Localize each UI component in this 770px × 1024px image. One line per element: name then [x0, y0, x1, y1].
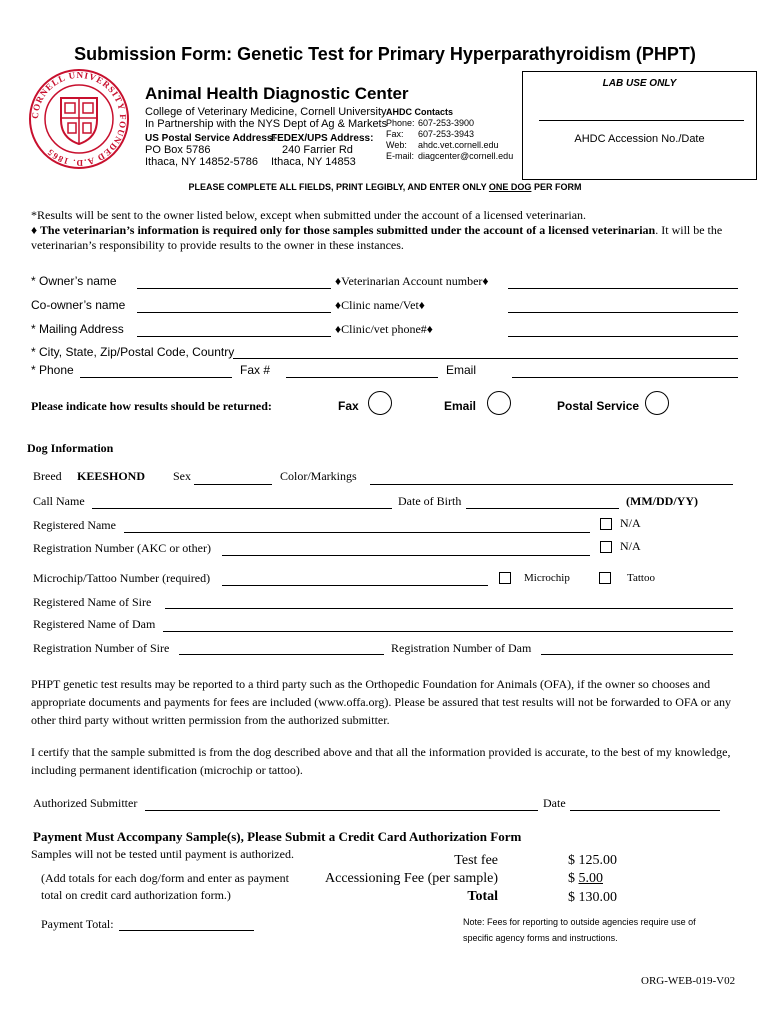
tattoo-label: Tattoo	[627, 572, 655, 584]
instruction-pre: PLEASE COMPLETE ALL FIELDS, PRINT LEGIBLY, AND ENTER ONLY	[188, 182, 489, 192]
instruction-line	[0, 182, 770, 192]
reg-name-na-label: N/A	[620, 516, 641, 530]
dog-info-heading: Dog Information	[27, 441, 114, 455]
reg-name-na-checkbox[interactable]	[600, 518, 612, 530]
date-label: Date	[543, 796, 566, 810]
cornell-seal-logo	[28, 68, 130, 170]
payment-heading: Payment Must Accompany Sample(s), Please Submit a Credit Card Authorization Form	[33, 829, 522, 844]
sire-name-label: Registered Name of Sire	[33, 595, 152, 609]
payment-total-label: Payment Total:	[41, 917, 114, 931]
payment-sub: Samples will not be tested until payment is authorized.	[31, 847, 294, 861]
email-label: E-mail:	[386, 151, 415, 161]
vet-account-field[interactable]	[508, 288, 738, 289]
instruction-ul: ONE DOG	[488, 182, 532, 192]
payment-total-field[interactable]	[119, 930, 254, 931]
postal-radio[interactable]	[645, 391, 669, 415]
test-fee-value: $ 125.00	[568, 853, 617, 868]
web-value: ahdc.vet.cornell.edu	[418, 140, 499, 150]
form-code: ORG-WEB-019-V02	[641, 975, 736, 987]
contacts-block	[386, 118, 513, 162]
city-label: * City, State, Zip/Postal Code, Country	[31, 345, 235, 359]
contact-fax	[386, 129, 513, 140]
web-label: Web:	[386, 140, 407, 150]
usps-line2: Ithaca, NY 14852-5786	[145, 156, 258, 168]
reg-number-field[interactable]	[222, 555, 590, 556]
sex-label: Sex	[173, 469, 191, 483]
usps-line1: PO Box 5786	[145, 144, 211, 156]
mailing-field[interactable]	[137, 336, 331, 337]
reg-number-na-checkbox[interactable]	[600, 541, 612, 553]
fax-label: Fax #	[240, 363, 271, 377]
call-name-label: Call Name	[33, 494, 85, 508]
email-field[interactable]	[512, 377, 738, 378]
phone-label: Phone:	[386, 118, 415, 128]
contact-email	[386, 151, 513, 162]
total-label: Total	[467, 889, 498, 904]
call-name-field[interactable]	[92, 508, 392, 509]
accession-label: AHDC Accession No./Date	[574, 133, 705, 145]
fedex-label: FEDEX/UPS Address:	[271, 133, 374, 144]
results-email-label: Email	[444, 399, 477, 413]
microchip-number-label: Microchip/Tattoo Number (required)	[33, 571, 211, 585]
sire-name-field[interactable]	[165, 608, 733, 609]
sire-number-label: Registration Number of Sire	[33, 641, 170, 655]
vet-phone-label: ♦Clinic/vet phone#♦	[335, 322, 433, 336]
authorized-label: Authorized Submitter	[33, 796, 138, 810]
results-fax-label: Fax	[338, 399, 359, 413]
partnership-line: In Partnership with the NYS Dept of Ag & Markets	[145, 118, 388, 130]
instruction-post: PER FORM	[531, 182, 582, 192]
breed-value[interactable]: KEESHOND	[77, 469, 146, 483]
fedex-line1: 240 Farrier Rd	[282, 144, 353, 156]
accession-line[interactable]	[539, 120, 744, 121]
phone-field[interactable]	[80, 377, 232, 378]
contact-web	[386, 140, 513, 151]
breed-label: Breed	[33, 469, 62, 483]
fax-label: Fax:	[386, 129, 404, 139]
lab-use-box	[522, 71, 757, 180]
coowner-label: Co-owner’s name	[31, 298, 126, 312]
certify-paragraph: I certify that the sample submitted is from the dog described above and that all the information provided is accurate, to the best of my knowledge, including permanent identification (microchip or tattoo).	[31, 745, 731, 777]
fee-note: Note: Fees for reporting to outside agencies require use of specific agency forms and instructions.	[463, 917, 696, 943]
accessioning-label: Accessioning Fee (per sample)	[325, 871, 498, 886]
owner-name-label: * Owner’s name	[31, 274, 117, 288]
coowner-field[interactable]	[137, 312, 331, 313]
accessioning-amount: 5.00	[578, 871, 603, 886]
note1: *Results will be sent to the owner listed below, except when submitted under the account of a licensed veterinarian.	[31, 208, 587, 222]
authorized-field[interactable]	[145, 810, 538, 811]
fax-value: 607-253-3943	[418, 129, 475, 139]
dob-field[interactable]	[466, 508, 619, 509]
accessioning-dollar: $	[568, 871, 575, 886]
center-name: Animal Health Diagnostic Center	[145, 84, 409, 103]
payment-add-note: (Add totals for each dog/form and enter as payment total on credit card authorization form.)	[41, 871, 289, 902]
email-label: Email	[446, 363, 477, 377]
ofa-paragraph: PHPT genetic test results may be reported to a third party such as the Orthopedic Foundation for Animals (OFA), if the owner so chooses and appropriate documents and payments for fees are included (www.offa.org). Please be assured that test results will not be forwarded to OFA or any other third party without written permission from the authorized submitter.	[31, 677, 732, 727]
reg-name-field[interactable]	[124, 532, 590, 533]
dam-name-field[interactable]	[163, 631, 733, 632]
phone-label: * Phone	[31, 363, 74, 377]
form-title: Submission Form: Genetic Test for Primary Hyperparathyroidism (PHPT)	[74, 44, 696, 64]
dob-format: (MM/DD/YY)	[626, 494, 698, 508]
clinic-field[interactable]	[508, 312, 738, 313]
tattoo-checkbox[interactable]	[599, 572, 611, 584]
college-line: College of Veterinary Medicine, Cornell University	[145, 106, 387, 118]
reg-number-label: Registration Number (AKC or other)	[33, 541, 211, 555]
microchip-label: Microchip	[524, 572, 570, 584]
dam-name-label: Registered Name of Dam	[33, 617, 156, 631]
seal-text: CORNELL UNIVERSITY FOUNDED A.D. 1865	[29, 69, 129, 169]
reg-number-na-label: N/A	[620, 539, 641, 553]
fedex-line2: Ithaca, NY 14853	[271, 156, 356, 168]
mailing-label: * Mailing Address	[31, 322, 124, 336]
test-fee-label: Test fee	[454, 853, 498, 868]
results-prompt: Please indicate how results should be returned:	[31, 399, 272, 413]
microchip-checkbox[interactable]	[499, 572, 511, 584]
dam-number-label: Registration Number of Dam	[391, 641, 532, 655]
results-postal-label: Postal Service	[557, 399, 640, 413]
accessioning-value	[568, 871, 603, 887]
dob-label: Date of Birth	[398, 494, 462, 508]
email-radio[interactable]	[487, 391, 511, 415]
color-field[interactable]	[370, 484, 733, 485]
usps-label: US Postal Service Address:	[145, 133, 276, 144]
owner-name-field[interactable]	[137, 288, 331, 289]
lab-use-title: LAB USE ONLY	[602, 78, 677, 89]
results-note	[31, 208, 746, 253]
fax-radio[interactable]	[368, 391, 392, 415]
email-value: diagcenter@cornell.edu	[418, 151, 514, 161]
contact-phone	[386, 118, 513, 129]
note2	[31, 223, 746, 253]
city-field[interactable]	[233, 358, 738, 359]
sire-number-field[interactable]	[179, 654, 384, 655]
phone-value: 607-253-3900	[418, 118, 475, 128]
date-field[interactable]	[570, 810, 720, 811]
clinic-label: ♦Clinic name/Vet♦	[335, 298, 425, 312]
vet-account-label: ♦Veterinarian Account number♦	[335, 274, 489, 288]
note2-bold: ♦ The veterinarian’s information is required only for those samples submitted under the account of a licensed veterinarian	[31, 223, 656, 237]
color-label: Color/Markings	[280, 469, 357, 483]
fax-field[interactable]	[286, 377, 438, 378]
sex-field[interactable]	[194, 484, 272, 485]
dam-number-field[interactable]	[541, 654, 733, 655]
total-value: $ 130.00	[568, 890, 617, 905]
note2-rest: . It will be the veterinarian’s responsibility to provide results to the owner in these instances.	[31, 223, 723, 252]
microchip-number-field[interactable]	[222, 585, 488, 586]
reg-name-label: Registered Name	[33, 518, 116, 532]
contacts-title: AHDC Contacts	[386, 107, 454, 117]
vet-phone-field[interactable]	[508, 336, 738, 337]
